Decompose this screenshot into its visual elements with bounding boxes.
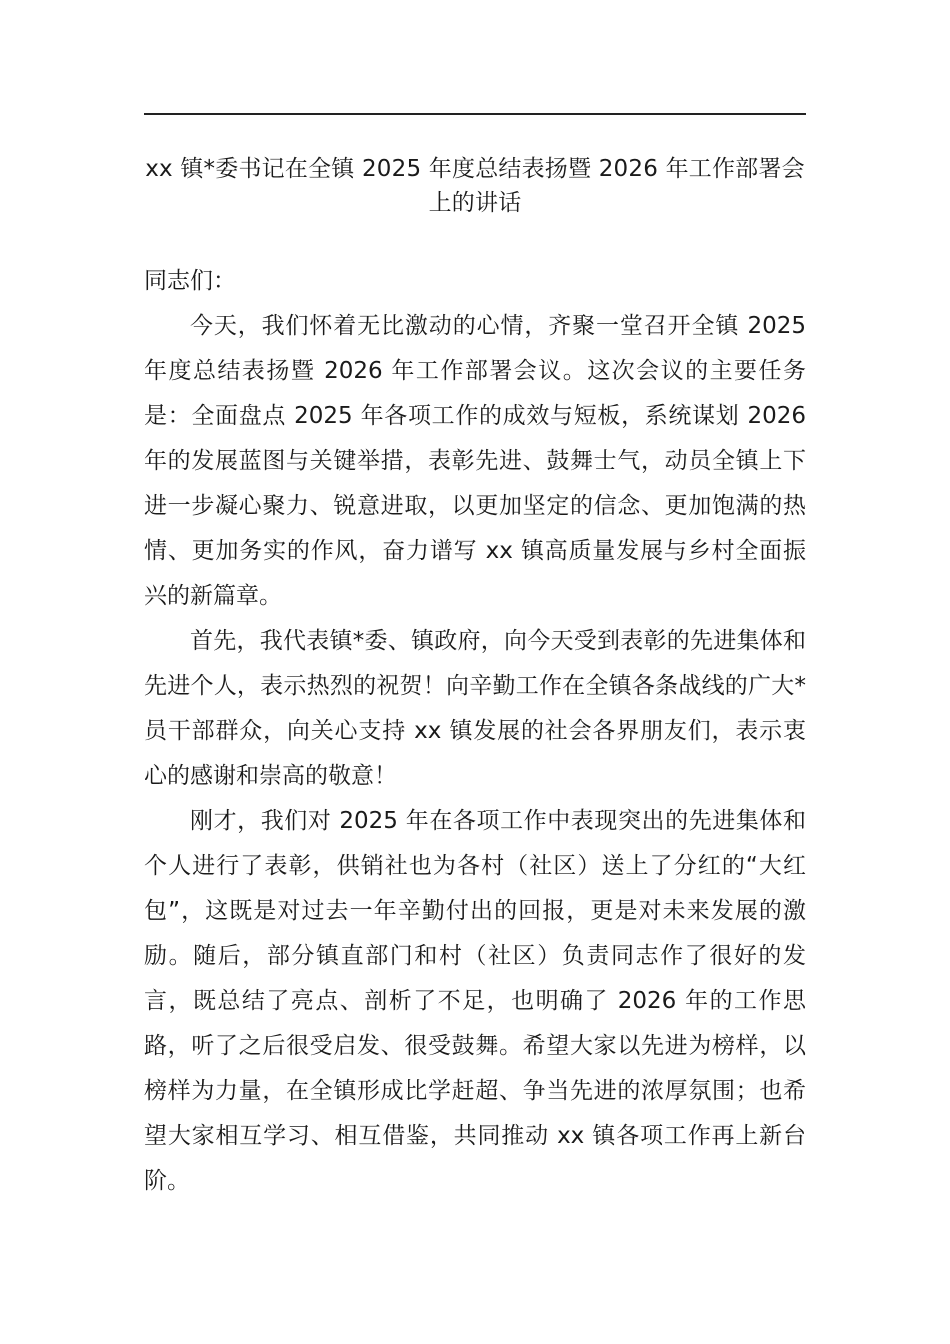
paragraph-1: 今天，我们怀着无比激动的心情，齐聚一堂召开全镇 2025 年度总结表扬暨 2026 年工作部署会议。这次会议的主要任务是：全面盘点 2025 年各项工作的成效与短板，系统谋划 2026 年的发展蓝图与关键举措，表彰先进、鼓舞士气，动员全镇上下进一步凝心聚力、锐意进取，以更加坚定的信念、更加饱满的热情、更加务实的作风，奋力谱写 xx 镇高质量发展与乡村全面振兴的新篇章。 [144, 313, 806, 609]
paragraph-3: 刚才，我们对 2025 年在各项工作中表现突出的先进集体和个人进行了表彰，供销社也为各村（社区）送上了分红的“大红包”，这既是对过去一年辛勤付出的回报，更是对未来发展的激励。随后，部分镇直部门和村（社区）负责同志作了很好的发言，既总结了亮点、剖析了不足，也明确了 2026 年的工作思路，听了之后很受启发、很受鼓舞。希望大家以先进为榜样，以榜样为力量，在全镇形成比学赶超、争当先进的浓厚氛围；也希望大家相互学习、相互借鉴，共同推动 xx 镇各项工作再上新台阶。 [144, 808, 806, 1194]
title-line-1: xx 镇*委书记在全镇 2025 年度总结表扬暨 2026 年工作部署会 [145, 156, 805, 182]
header-divider [144, 113, 806, 115]
document-title [144, 152, 806, 220]
document-body [144, 259, 806, 1204]
title-line-2: 上的讲话 [428, 190, 522, 216]
salutation: 同志们： [144, 268, 236, 294]
paragraph-2: 首先，我代表镇*委、镇政府，向今天受到表彰的先进集体和先进个人，表示热烈的祝贺！向辛勤工作在全镇各条战线的广大*员干部群众，向关心支持 xx 镇发展的社会各界朋友们，表示衷心的感谢和崇高的敬意！ [144, 628, 806, 789]
